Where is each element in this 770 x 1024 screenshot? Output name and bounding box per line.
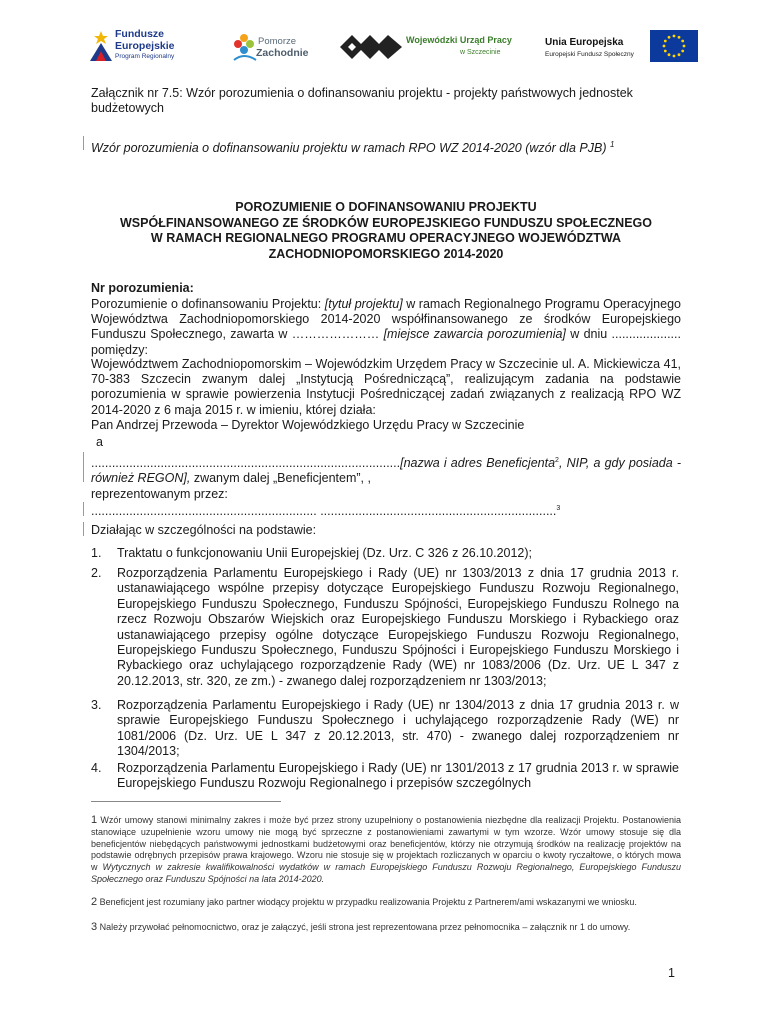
representative-dots: ................................................................. .................................................................... [91, 504, 557, 519]
revision-mark [83, 522, 84, 536]
wup-logo [340, 24, 510, 70]
list-item-text: Rozporządzenia Parlamentu Europejskiego i Rady (UE) nr 1301/2013 z 17 grudnia 2013 r. w sprawie Europejskiego Funduszu Rozwoju Regionalnego i przepisów szczególnych [117, 761, 679, 791]
footnote-ref-1: 1 [610, 140, 615, 149]
attachment-title: Załącznik nr 7.5: Wzór porozumienia o dofinansowaniu projektu - projekty państwowych jednostek budżetowych [91, 86, 633, 116]
ue-line-1: Unia Europejska [545, 37, 624, 48]
footnote-3-number: 3 [91, 921, 98, 933]
intro-paragraph [91, 297, 681, 358]
list-item-number: 1. [91, 546, 102, 560]
eu-flag-icon [650, 30, 698, 62]
fe-title-2: Europejskie [115, 40, 175, 52]
list-item-text: Traktatu o funkcjonowaniu Unii Europejskiej (Dz. Urz. C 326 z 26.10.2012); [117, 546, 533, 560]
footnote-1 [91, 815, 681, 886]
list-item-number: 4. [91, 761, 102, 775]
project-title-placeholder: [tytuł projektu] [324, 297, 403, 311]
unia-europejska-logo [540, 24, 705, 70]
wup-line-1: Wojewódzki Urząd Pracy [406, 35, 512, 45]
conjunction-a: a [96, 435, 103, 449]
list-item-text: Rozporządzenia Parlamentu Europejskiego i Rady (UE) nr 1304/2013 z dnia 17 grudnia 2013 r. w sprawie Europejskiego Funduszu Społecznego i uchylającego rozporządzenie Rady (WE) nr 1081/2006 (Dz. Urz. UE L 347 z 20.12.2013, str. 470) - zwanego dalej rozporządzeniem nr 1304/2013; [117, 698, 679, 759]
footnote-2 [91, 897, 681, 909]
revision-mark [83, 136, 84, 150]
fe-star-icon [90, 31, 112, 61]
beneficiary-placeholder-a: [nazwa i adres Beneficjenta [400, 456, 556, 471]
template-title [91, 137, 681, 156]
footnote-separator [91, 801, 281, 802]
footnote-3-text: Należy przywołać pełnomocnictwo, oraz je załączyć, jeśli strona jest reprezentowana przez pełnomocnika – załącznik nr 1 do umowy. [97, 922, 631, 932]
p1-c: w ramach Regionalnego Programu Operacyjnego Województwa Zachodniopomorskiego 2014-2020 współfinansowanego ze środków Europejskiego Funduszu Społecznego, zawarta w ………………… [91, 297, 681, 342]
pz-line-1: Pomorze [258, 36, 297, 47]
footnote-2-text: Beneficjent jest rozumiany jako partner wiodący projektu w przypadku realizowania Projektu z Partnerem/ami wskazanymi we wniosku. [97, 897, 637, 907]
pz-line-2: Zachodnie [256, 47, 309, 59]
footnote-ref-2: 2 [555, 457, 559, 464]
footnote-1-guidelines: Wytycznych w zakresie kwalifikowalności wydatków w ramach Europejskiego Funduszu Rozwoju Regionalnego, Europejskiego Funduszu Społecznego oraz Funduszu Spójności na lata 2014-2020. [91, 862, 682, 884]
beneficiary-named: zwanym dalej „Beneficjentem”, , [190, 471, 371, 486]
agreement-heading [91, 200, 681, 262]
logo-strip [85, 24, 705, 70]
heading-line-2: WSPÓŁFINANSOWANEGO ZE ŚRODKÓW EUROPEJSKIEGO FUNDUSZU SPOŁECZNEGO [120, 215, 652, 230]
revision-mark [83, 502, 84, 516]
wup-arrows-icon [340, 32, 402, 62]
p1-e: w dniu .................... pomiędzy: [91, 327, 681, 357]
footnote-1-text: Wzór umowy stanowi minimalny zakres i może być przez strony uzupełniony o postanowienia niezbędne dla realizacji Projektu. Postanowienia stanowiące uzupełnienie wzoru umowy nie mogą być sprzeczne z postanowieniami zawartymi w tym wzorze. Wzór umowy stosuje się dla beneficjentów niebędących państwowymi jednostkami budżetowymi oraz beneficjentów, którzy nie otrzymują środków na realizację projektów na podstawie odrębnych przepisów prawa krajowego. Wzoru nie stosuje się w projektach rozliczanych w oparciu o kwoty ryczałtowe, o których mowa w [91, 815, 681, 873]
page-number: 1 [668, 966, 675, 980]
heading-line-3: W RAMACH REGIONALNEGO PROGRAMU OPERACYJNEGO WOJEWÓDZTWA [150, 231, 622, 245]
represented-by-label: reprezentowanym przez: [91, 487, 228, 501]
heading-line-1: POROZUMIENIE O DOFINANSOWANIU PROJEKTU [235, 200, 537, 214]
beneficiary-dots: ......................................................................................... [91, 456, 401, 471]
template-title-text: Wzór porozumienia o dofinansowaniu projektu w ramach RPO WZ 2014-2020 (wzór dla PJB) [91, 141, 607, 156]
list-item-number: 3. [91, 698, 102, 712]
footnote-3 [91, 922, 681, 934]
footnote-2-number: 2 [91, 896, 98, 908]
p1-a: Porozumienie o dofinansowaniu Projektu: [91, 297, 325, 311]
heading-line-4: ZACHODNIOPOMORSKIEGO 2014-2020 [268, 246, 504, 261]
ue-line-2: Europejski Fundusz Społeczny [545, 51, 634, 58]
beneficiary-placeholder-b: , NIP, a gdy posiada - również REGON], [91, 456, 682, 486]
footnote-1-number: 1 [91, 814, 98, 826]
director-line: Pan Andrzej Przewoda – Dyrektor Wojewódzkiego Urzędu Pracy w Szczecinie [91, 418, 525, 432]
list-item-text: Rozporządzenia Parlamentu Europejskiego i Rady (UE) nr 1303/2013 z dnia 17 grudnia 2013 r. ustanawiającego wspólne przepisy dotyczące Europejskiego Funduszu Rozwoju Regionalnego, Europejskiego Funduszu Społecznego, Funduszu Spójności, Europejskiego Funduszu Rolnego na rzecz Rozwoju Obszarów Wiejskich oraz Europejskiego Funduszu Morskiego i Rybackiego oraz ustanawiającego przepisy ogólne dotyczące Europejskiego Funduszu Rozwoju Regionalnego, Europejskiego Funduszu Społecznego, Funduszu Spójności i Europejskiego Funduszu Morskiego i Rybackiego oraz uchylającego rozporządzenie Rady (WE) nr 1083/2006 (Dz. Urz. UE L 347 z 20.12.2013, str. 320, ze zm.) - zwanego dalej rozporządzeniem nr 1303/2013; [117, 566, 679, 688]
list-item-number: 2. [91, 566, 102, 580]
place-placeholder: [miejsce zawarcia porozumienia] [383, 327, 566, 342]
footnote-ref-3: 3 [556, 505, 561, 512]
beneficiary-paragraph [91, 453, 681, 487]
fe-subtitle: Program Regionalny [115, 53, 175, 60]
fundusze-europejskie-logo [85, 24, 205, 70]
wup-line-2: w Szczecinie [460, 49, 501, 56]
fe-title-1: Fundusze [115, 28, 164, 40]
institution-paragraph: Województwem Zachodniopomorskim – Wojewódzkim Urzędem Pracy w Szczecinie ul. A. Mickiewicza 41, 70-383 Szczecin zwanym dalej „Instytucją Pośredniczącą”, realizującym zadania na podstawie porozumienia w sprawie powierzenia Instytucji Pośredniczącej zadań związanych z realizacją RPO WZ 2014-2020 z 6 maja 2015 r. w imieniu, której działa: [91, 357, 681, 417]
pomorze-zachodnie-logo [230, 24, 310, 70]
representative-line [91, 501, 681, 519]
revision-mark [83, 452, 84, 482]
agreement-number-label: Nr porozumienia: [91, 281, 194, 295]
legal-basis-intro: Działając w szczególności na podstawie: [91, 523, 317, 537]
